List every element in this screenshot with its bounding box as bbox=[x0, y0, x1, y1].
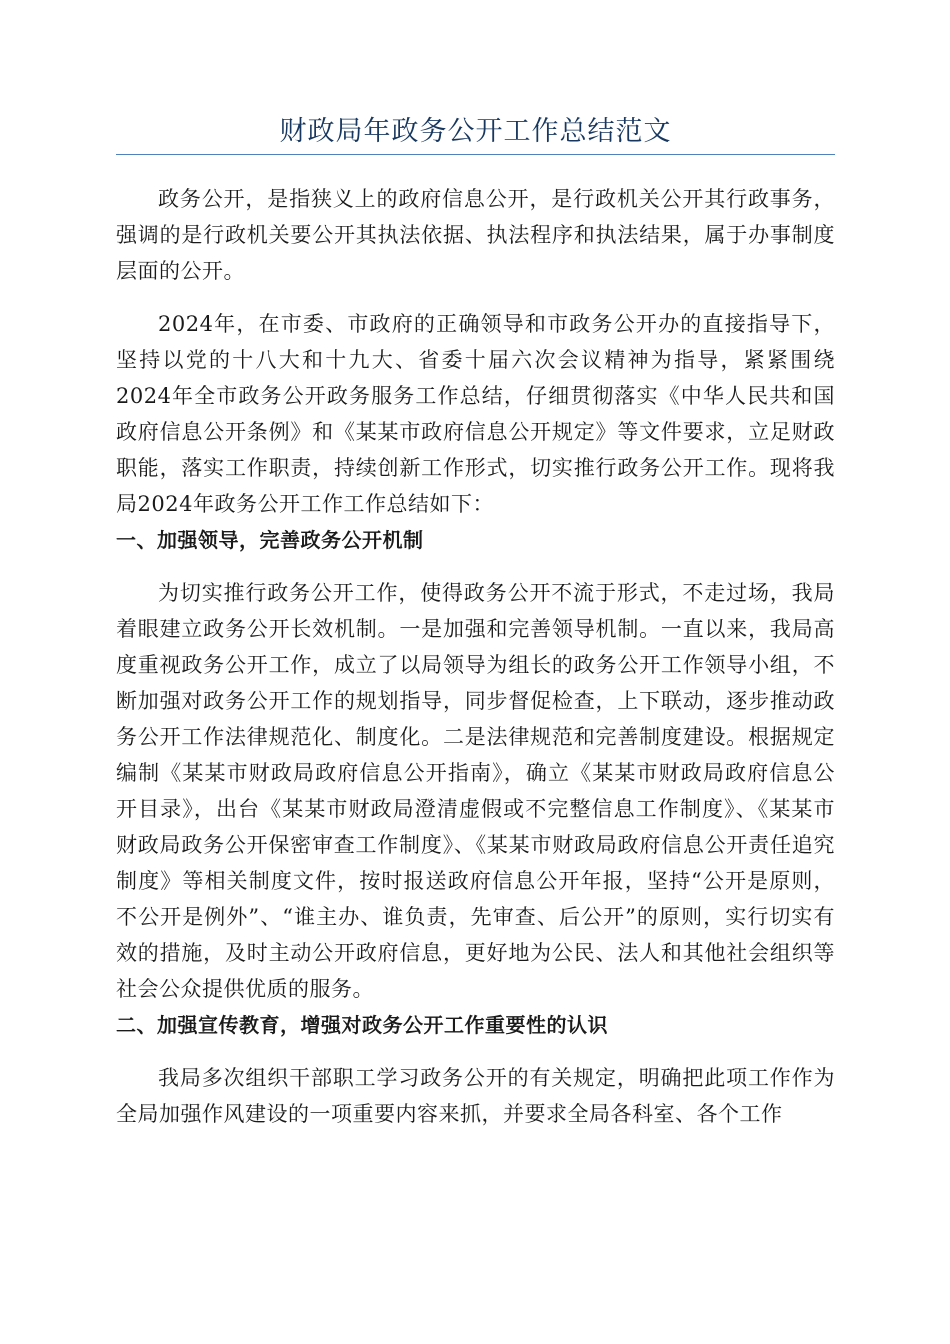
document-page bbox=[116, 112, 835, 1132]
overview-paragraph: 2024年，在市委、市政府的正确领导和市政务公开办的直接指导下，坚持以党的十八大和十九大、省委十届六次会议精神为指导，紧紧围绕2024年全市政务公开政务服务工作总结，仔细贯彻落实《中华人民共和国政府信息公开条例》和《某某市政府信息公开规定》等文件要求，立足财政职能，落实工作职责，持续创新工作形式，切实推行政务公开工作。现将我局2024年政务公开工作工作总结如下： bbox=[116, 312, 835, 516]
intro-paragraph: 政务公开，是指狭义上的政府信息公开，是行政机关公开其行政事务，强调的是行政机关要公开其执法依据、执法程序和执法结果，属于办事制度层面的公开。 bbox=[116, 187, 835, 283]
section-2-heading: 二、加强宣传教育，增强对政务公开工作重要性的认识 bbox=[116, 1013, 608, 1037]
section-1-paragraph: 为切实推行政务公开工作，使得政务公开不流于形式，不走过场，我局着眼建立政务公开长效机制。一是加强和完善领导机制。一直以来，我局高度重视政务公开工作，成立了以局领导为组长的政务公开工作领导小组，不断加强对政务公开工作的规划指导，同步督促检查，上下联动，逐步推动政务公开工作法律规范化、制度化。二是法律规范和完善制度建设。根据规定编制《某某市财政局政府信息公开指南》，确立《某某市财政局政府信息公开目录》，出台《某某市财政局澄清虚假或不完整信息工作制度》、《某某市财政局政务公开保密审查工作制度》、《某某市财政局政府信息公开责任追究制度》等相关制度文件，按时报送政府信息公开年报，坚持“公开是原则，不公开是例外”、“谁主办、谁负责，先审查、后公开”的原则，实行切实有效的措施，及时主动公开政府信息，更好地为公民、法人和其他社会组织等社会公众提供优质的服务。 bbox=[116, 581, 835, 1001]
section-1-heading: 一、加强领导，完善政务公开机制 bbox=[116, 528, 424, 552]
section-2-paragraph: 我局多次组织干部职工学习政务公开的有关规定，明确把此项工作作为全局加强作风建设的一项重要内容来抓，并要求全局各科室、各个工作 bbox=[116, 1066, 835, 1126]
document-title: 财政局年政务公开工作总结范文 bbox=[116, 112, 835, 155]
